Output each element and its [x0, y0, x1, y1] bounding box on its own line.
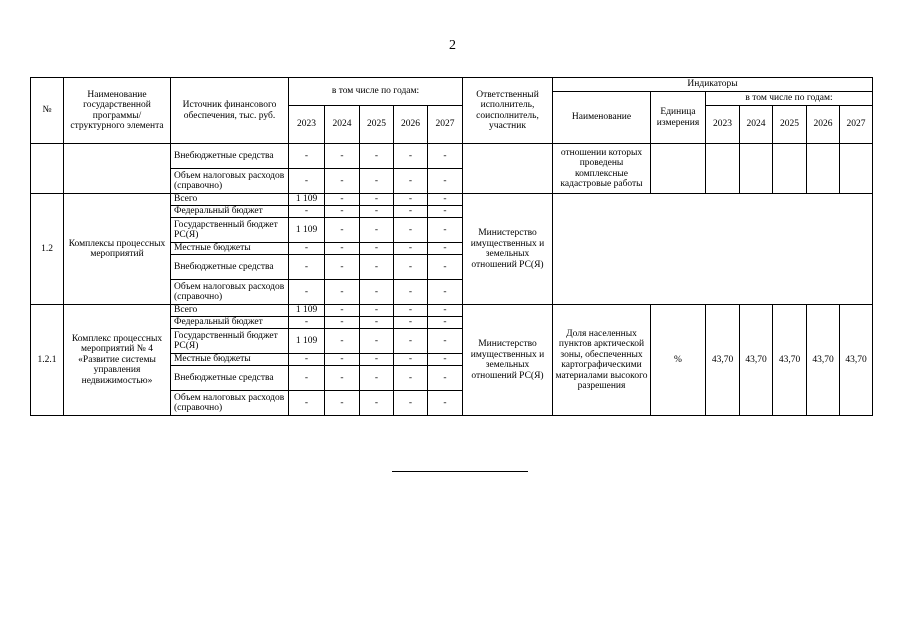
header-indicators: Индикаторы [553, 78, 873, 92]
value-cell: - [325, 329, 360, 354]
value-cell: - [360, 391, 394, 416]
value-cell: - [428, 280, 463, 305]
source-cell: Государственный бюджет РС(Я) [171, 218, 289, 243]
value-cell: - [428, 206, 463, 218]
value-cell: - [394, 206, 428, 218]
value-cell: - [394, 243, 428, 255]
value-cell: - [325, 354, 360, 366]
indicator-value: 43,70 [706, 305, 740, 416]
source-cell: Федеральный бюджет [171, 206, 289, 218]
value-cell: - [325, 144, 360, 169]
cont-number-cell [31, 144, 64, 194]
header-indicator-by-years: в том числе по годам: [706, 92, 873, 106]
value-cell: 1 109 [289, 194, 325, 206]
value-cell: - [289, 255, 325, 280]
value-cell: - [325, 206, 360, 218]
value-cell: - [428, 366, 463, 391]
section-number: 1.2 [31, 194, 64, 305]
indicator-value-cell [840, 144, 873, 194]
value-cell: - [394, 169, 428, 194]
value-cell: - [325, 255, 360, 280]
indicator-value-cell [740, 144, 773, 194]
header-indicator-unit: Единица измерения [651, 92, 706, 144]
section-number: 1.2.1 [31, 305, 64, 416]
header-responsible: Ответственный исполнитель, соисполнитель, участник [463, 78, 553, 144]
indicator-value-cell [706, 144, 740, 194]
header-row-1 [31, 78, 873, 92]
value-cell: - [325, 218, 360, 243]
value-cell: - [394, 218, 428, 243]
table-row [31, 305, 873, 317]
value-cell: - [360, 280, 394, 305]
indicator-value: 43,70 [740, 305, 773, 416]
value-cell: - [325, 391, 360, 416]
value-cell: 1 109 [289, 305, 325, 317]
indicator-name-cont: отношении которых проведены комплексные кадастровые работы [553, 144, 651, 194]
header-by-years: в том числе по годам: [289, 78, 463, 106]
value-cell: - [394, 305, 428, 317]
value-cell: - [360, 218, 394, 243]
value-cell: - [325, 366, 360, 391]
header-indicator-year: 2024 [740, 106, 773, 144]
header-indicator-year: 2027 [840, 106, 873, 144]
value-cell: - [325, 194, 360, 206]
value-cell: - [394, 280, 428, 305]
value-cell: - [428, 243, 463, 255]
value-cell: - [289, 354, 325, 366]
value-cell: - [325, 305, 360, 317]
value-cell: - [289, 206, 325, 218]
value-cell: - [428, 255, 463, 280]
value-cell: - [428, 391, 463, 416]
section-indicators-empty [553, 194, 873, 305]
value-cell: - [325, 280, 360, 305]
value-cell: - [394, 255, 428, 280]
indicator-value: 43,70 [807, 305, 840, 416]
source-cell: Государственный бюджет РС(Я) [171, 329, 289, 354]
value-cell: - [360, 305, 394, 317]
source-cell: Объем налоговых расходов (справочно) [171, 169, 289, 194]
source-cell: Внебюджетные средства [171, 255, 289, 280]
value-cell: - [289, 391, 325, 416]
value-cell: - [289, 169, 325, 194]
value-cell: - [360, 206, 394, 218]
header-year: 2027 [428, 106, 463, 144]
value-cell: - [394, 391, 428, 416]
value-cell: - [289, 280, 325, 305]
source-cell: Внебюджетные средства [171, 366, 289, 391]
value-cell: - [360, 144, 394, 169]
value-cell: - [428, 194, 463, 206]
value-cell: - [289, 366, 325, 391]
source-cell: Местные бюджеты [171, 354, 289, 366]
value-cell: - [428, 144, 463, 169]
value-cell: - [360, 366, 394, 391]
indicator-name: Доля населенных пунктов арктической зоны, обеспеченных картографическими материалами высокого разрешения [553, 305, 651, 416]
value-cell: 1 109 [289, 218, 325, 243]
table-row [31, 194, 873, 206]
value-cell: - [360, 255, 394, 280]
value-cell: - [394, 317, 428, 329]
header-program-name: Наименование государственной программы/ структурного элемента [64, 78, 171, 144]
value-cell: - [428, 305, 463, 317]
header-year: 2026 [394, 106, 428, 144]
source-cell: Федеральный бюджет [171, 317, 289, 329]
value-cell: - [394, 329, 428, 354]
header-no: № [31, 78, 64, 144]
value-cell: - [394, 366, 428, 391]
cont-responsible-cell [463, 144, 553, 194]
header-year: 2024 [325, 106, 360, 144]
header-indicator-year: 2023 [706, 106, 740, 144]
value-cell: - [360, 243, 394, 255]
value-cell: - [289, 243, 325, 255]
value-cell: - [289, 317, 325, 329]
value-cell: - [394, 144, 428, 169]
section-name: Комплексы процессных мероприятий [64, 194, 171, 305]
indicator-value: 43,70 [840, 305, 873, 416]
program-table [30, 77, 873, 416]
header-year: 2025 [360, 106, 394, 144]
source-cell: Объем налоговых расходов (справочно) [171, 391, 289, 416]
page-number: 2 [449, 38, 456, 53]
header-year: 2023 [289, 106, 325, 144]
source-cell: Всего [171, 305, 289, 317]
table-row [31, 144, 873, 169]
header-indicator-name: Наименование [553, 92, 651, 144]
value-cell: - [360, 194, 394, 206]
indicator-value: 43,70 [773, 305, 807, 416]
indicator-value-cell [807, 144, 840, 194]
source-cell: Местные бюджеты [171, 243, 289, 255]
header-indicator-year: 2025 [773, 106, 807, 144]
value-cell: - [325, 317, 360, 329]
source-cell: Внебюджетные средства [171, 144, 289, 169]
value-cell: - [428, 329, 463, 354]
value-cell: - [325, 169, 360, 194]
value-cell: - [394, 194, 428, 206]
closing-rule [392, 471, 528, 472]
value-cell: - [360, 354, 394, 366]
value-cell: - [428, 218, 463, 243]
source-cell: Объем налоговых расходов (справочно) [171, 280, 289, 305]
value-cell: - [360, 317, 394, 329]
section-name: Комплекс процессных мероприятий № 4 «Развитие системы управления недвижимостью» [64, 305, 171, 416]
header-indicator-year: 2026 [807, 106, 840, 144]
header-source: Источник финансового обеспечения, тыс. руб. [171, 78, 289, 144]
cont-name-cell [64, 144, 171, 194]
value-cell: - [428, 317, 463, 329]
indicator-unit-cell [651, 144, 706, 194]
value-cell: - [325, 243, 360, 255]
value-cell: - [360, 169, 394, 194]
indicator-value-cell [773, 144, 807, 194]
indicator-unit: % [651, 305, 706, 416]
value-cell: - [394, 354, 428, 366]
section-responsible: Министерство имущественных и земельных отношений РС(Я) [463, 305, 553, 416]
value-cell: - [428, 354, 463, 366]
section-responsible: Министерство имущественных и земельных отношений РС(Я) [463, 194, 553, 305]
value-cell: - [289, 144, 325, 169]
value-cell: 1 109 [289, 329, 325, 354]
value-cell: - [360, 329, 394, 354]
value-cell: - [428, 169, 463, 194]
source-cell: Всего [171, 194, 289, 206]
